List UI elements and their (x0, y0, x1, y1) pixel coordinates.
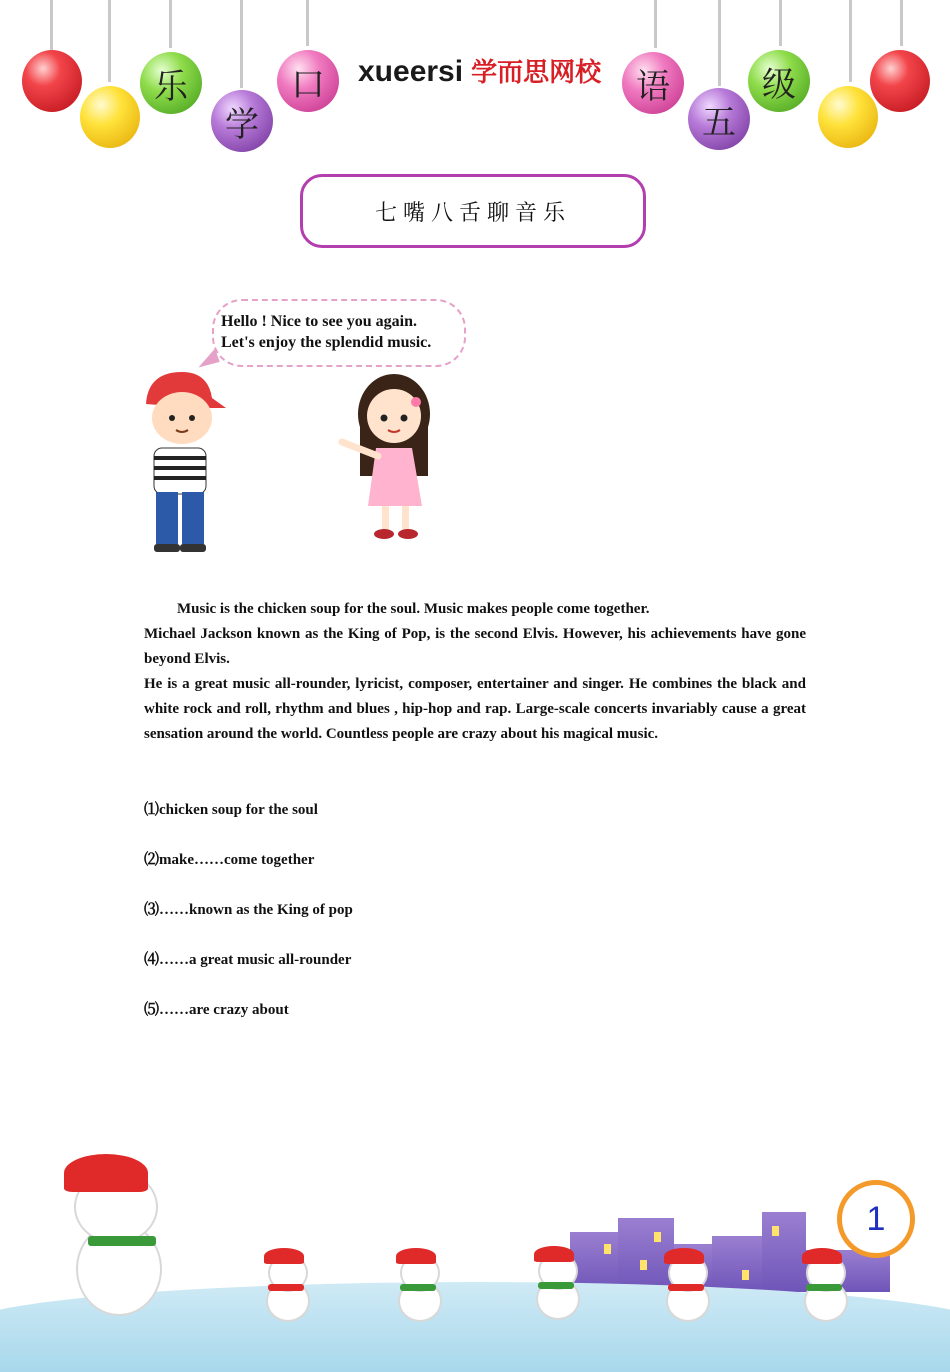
passage-paragraph-1: Music is the chicken soup for the soul. Music makes people come together. (177, 601, 650, 617)
page-title (300, 174, 646, 248)
passage-paragraph-3: He is a great music all-rounder, lyricist, composer, entertainer and singer. He combines the black and white rock and roll, rhythm and blues , hip-hop and rap. Large-scale concerts invariably cause a great sensation around the world. Countless people are crazy about his magical music. (144, 676, 806, 742)
phrase-item-2: ⑵make……come together (144, 852, 315, 868)
ornament-xue: 学 (211, 90, 273, 152)
ornament-kou: 口 (277, 50, 339, 112)
ornament-yu: 语 (622, 52, 684, 114)
passage-paragraph-2: Michael Jackson known as the King of Pop, is the second Elvis. However, his achievements have gone beyond Elvis. (144, 626, 806, 667)
red-ornament-icon (22, 50, 82, 112)
ornament-ji: 级 (748, 50, 810, 112)
speech-bubble-line-1: Hello ! Nice to see you again. (221, 313, 417, 330)
phrase-item-3: ⑶……known as the King of pop (144, 902, 353, 918)
page-number-badge (837, 1180, 915, 1258)
ornament-le: 乐 (140, 52, 202, 114)
brand-latin: xueersi (358, 55, 464, 88)
speech-bubble (212, 299, 466, 367)
phrase-item-4: ⑷……a great music all-rounder (144, 952, 352, 968)
brand-chinese: 学而思网校 (471, 58, 602, 88)
phrase-item-1: ⑴chicken soup for the soul (144, 802, 318, 818)
red-ornament-icon (870, 50, 930, 112)
yellow-ornament-icon (818, 86, 878, 148)
phrase-item-5: ⑸……are crazy about (144, 1002, 289, 1018)
boy-illustration (138, 368, 230, 554)
brand-logo (358, 52, 601, 89)
speech-bubble-line-2: Let's enjoy the splendid music. (221, 334, 432, 351)
page-title-text: 七嘴八舌聊音乐 (374, 200, 571, 226)
yellow-ornament-icon (80, 86, 140, 148)
page-number: 1 (866, 1199, 886, 1238)
ornament-wu: 五 (688, 88, 750, 150)
girl-illustration (338, 370, 434, 542)
